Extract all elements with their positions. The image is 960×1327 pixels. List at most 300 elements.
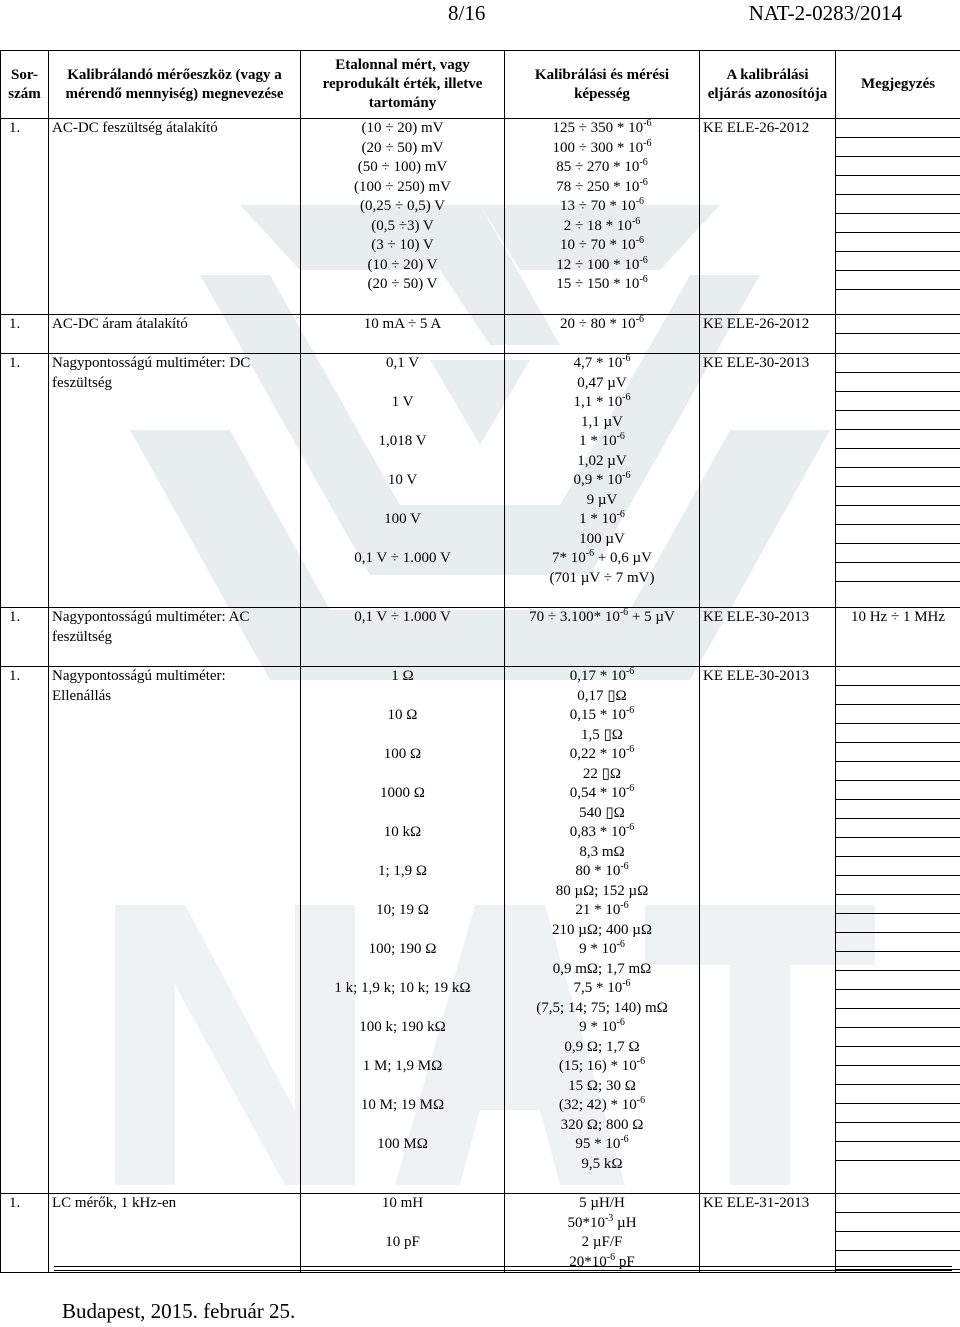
cmc-value xyxy=(508,687,696,707)
cmc-value xyxy=(508,1214,696,1234)
procedure-text: KE ELE-26-2012 xyxy=(703,315,810,332)
range-value: 10; 19 Ω xyxy=(376,902,429,918)
range-value: (0,5 ÷3) V xyxy=(371,217,434,234)
cmc-value xyxy=(508,960,696,980)
row-number xyxy=(1,1194,49,1273)
cmc-text: 7* 10 xyxy=(551,550,586,566)
cmc-value xyxy=(508,1038,696,1058)
cmc-text: 0,83 * 10 xyxy=(569,824,626,840)
procedure-id xyxy=(700,1194,836,1273)
cmc-text: 78 ÷ 250 * 10 xyxy=(556,178,640,195)
range-spacer xyxy=(304,882,501,902)
cmc-text: 1 * 10 xyxy=(579,433,617,449)
cmc-value xyxy=(508,843,696,863)
note-cell xyxy=(836,1194,960,1273)
cmc-text: 2 ÷ 18 * 10 xyxy=(563,217,632,234)
note-grid-line xyxy=(836,705,960,724)
cmc-values xyxy=(505,314,700,354)
footer-double-rule-top xyxy=(54,1266,952,1267)
section-block xyxy=(1,119,960,315)
cmc-value xyxy=(508,530,696,550)
row-number-text: 1. xyxy=(9,315,21,332)
cmc-value xyxy=(508,275,696,295)
row-number xyxy=(1,314,49,354)
procedure-id xyxy=(700,608,836,667)
cmc-text: 0,9 Ω; 1,7 Ω xyxy=(564,1038,640,1055)
cmc-values xyxy=(505,1194,700,1273)
instrument-name xyxy=(49,608,301,667)
range-value: 10 V xyxy=(387,472,418,488)
cmc-text: 85 ÷ 270 * 10 xyxy=(556,159,640,175)
note-grid-line xyxy=(836,252,960,271)
range-value: 100; 190 Ω xyxy=(368,941,437,957)
range-value: (50 ÷ 100) mV xyxy=(357,159,448,175)
section-row xyxy=(1,314,960,354)
row-number-text: 1. xyxy=(9,120,21,136)
section-block xyxy=(1,354,960,608)
cmc-value xyxy=(508,158,696,178)
instrument-name-line: LC mérők, 1 kHz-en xyxy=(52,1195,177,1211)
cmc-value xyxy=(508,471,696,491)
cmc-text: 80 µΩ; 152 µΩ xyxy=(555,882,649,899)
procedure-text: KE ELE-26-2012 xyxy=(703,120,810,136)
range-value: (10 ÷ 20) V xyxy=(367,256,438,273)
cmc-value xyxy=(508,921,696,941)
col-header-line: A kalibrálási xyxy=(726,66,809,83)
col-header-line: szám xyxy=(8,85,41,102)
section-block xyxy=(1,608,960,667)
row-number-text: 1. xyxy=(9,668,21,684)
cmc-value xyxy=(508,804,696,824)
section-row xyxy=(1,608,960,667)
range-values xyxy=(301,1194,505,1273)
instrument-name xyxy=(49,1194,301,1273)
cmc-text: 1,02 µV xyxy=(577,452,627,469)
cmc-values xyxy=(505,667,700,1194)
col-header-range xyxy=(301,51,505,119)
col-header-line: Etalonnal mért, vagy xyxy=(335,57,470,73)
cmc-exponent: -6 xyxy=(639,176,648,188)
range-value: 1 M; 1,9 MΩ xyxy=(362,1058,443,1074)
cmc-text: 1 * 10 xyxy=(579,511,617,527)
range-values xyxy=(301,354,505,608)
note-cell xyxy=(836,119,960,315)
note-grid-line xyxy=(836,895,960,914)
note-grid-line xyxy=(836,411,960,430)
cmc-value xyxy=(508,315,696,335)
range-value: 100 Ω xyxy=(383,746,422,762)
range-spacer xyxy=(304,843,501,863)
calibration-table xyxy=(0,50,960,1273)
note-grid-line xyxy=(836,1066,960,1085)
cmc-text: 22 ▯Ω xyxy=(582,765,622,782)
note-grid-line xyxy=(836,315,960,334)
cmc-exponent: -6 xyxy=(622,353,631,364)
note-cell xyxy=(836,608,960,667)
cmc-text: 15 ÷ 150 * 10 xyxy=(556,276,640,292)
note-text: 10 Hz ÷ 1 MHz xyxy=(850,609,946,625)
note-grid-line xyxy=(836,468,960,487)
cmc-value xyxy=(508,667,696,687)
range-spacer xyxy=(304,726,501,746)
table-header xyxy=(1,51,960,119)
cmc-value xyxy=(508,765,696,785)
cmc-exponent: -6 xyxy=(639,157,648,168)
header-row xyxy=(1,51,960,119)
cmc-value xyxy=(508,139,696,159)
row-number xyxy=(1,667,49,1194)
range-spacer xyxy=(304,960,501,980)
range-value: 1 V xyxy=(391,394,414,410)
note-grid-line xyxy=(836,1251,960,1270)
cmc-text: 0,9 mΩ; 1,7 mΩ xyxy=(552,960,652,977)
cmc-suffix: µH xyxy=(613,1214,637,1231)
range-value: (0,25 ÷ 0,5) V xyxy=(359,198,446,214)
range-value: 1; 1,9 Ω xyxy=(377,863,428,879)
note-grid-line xyxy=(836,667,960,686)
note-grid-line xyxy=(836,119,960,138)
col-header-line: mérendő mennyiség) megnevezése xyxy=(65,85,284,102)
page-number: 8/16 xyxy=(448,1,486,25)
range-value: 0,1 V xyxy=(385,355,420,371)
cmc-exponent: -6 xyxy=(625,705,635,716)
range-value: 10 mA ÷ 5 A xyxy=(363,315,442,332)
section-block xyxy=(1,667,960,1194)
section-row xyxy=(1,667,960,1194)
note-grid-line xyxy=(836,233,960,252)
cmc-exponent: -6 xyxy=(620,900,629,911)
range-value: (20 ÷ 50) V xyxy=(367,276,438,292)
range-spacer xyxy=(304,530,501,550)
note-grid-line xyxy=(836,952,960,971)
col-header-line: Kalibrálási és mérési xyxy=(534,66,670,83)
range-value: 10 kΩ xyxy=(383,824,422,840)
section-block xyxy=(1,314,960,354)
cmc-suffix: pF xyxy=(615,1253,635,1270)
cmc-suffix: + 0,6 µV xyxy=(594,550,653,566)
cmc-exponent: -6 xyxy=(643,137,652,149)
range-value: 1000 Ω xyxy=(380,785,425,801)
instrument-name xyxy=(49,354,301,608)
cmc-value xyxy=(508,608,696,628)
cmc-text: 70 ÷ 3.100* 10 xyxy=(529,609,620,625)
range-value: (10 ÷ 20) mV xyxy=(361,120,444,136)
note-grid-line xyxy=(836,487,960,506)
instrument-name-line: feszültség xyxy=(52,374,112,391)
cmc-text: 0,15 * 10 xyxy=(569,707,626,723)
note-grid-line xyxy=(836,1104,960,1123)
row-number xyxy=(1,608,49,667)
note-grid-line xyxy=(836,157,960,176)
instrument-name-line: Nagypontosságú multiméter: AC xyxy=(52,609,250,625)
range-spacer xyxy=(304,1038,501,1058)
cmc-value xyxy=(508,1194,696,1214)
cmc-text: 10 ÷ 70 * 10 xyxy=(559,237,636,253)
cmc-value xyxy=(508,1155,696,1175)
cmc-value xyxy=(508,1096,696,1116)
col-header-line: Megjegyzés xyxy=(860,76,936,92)
row-number xyxy=(1,119,49,315)
cmc-exponent: -6 xyxy=(616,1017,625,1028)
range-spacer xyxy=(304,452,501,472)
cmc-value xyxy=(508,510,696,530)
range-spacer xyxy=(304,1214,501,1234)
cmc-value xyxy=(508,999,696,1019)
cmc-value xyxy=(508,1135,696,1155)
cmc-exponent: -6 xyxy=(643,118,652,129)
procedure-text: KE ELE-30-2013 xyxy=(703,355,810,371)
cmc-text: 0,47 µV xyxy=(577,374,627,391)
range-value: 1,018 V xyxy=(378,433,427,449)
cmc-value xyxy=(508,413,696,433)
cmc-value xyxy=(508,491,696,511)
procedure-id xyxy=(700,314,836,354)
cmc-text: 100 ÷ 300 * 10 xyxy=(552,139,644,156)
cmc-text: 9,5 kΩ xyxy=(581,1155,623,1172)
instrument-name-line: AC-DC áram átalakító xyxy=(52,315,188,332)
instrument-name-line: Nagypontosságú multiméter: DC xyxy=(52,355,251,371)
cmc-exponent: -6 xyxy=(616,431,625,442)
note-grid-line xyxy=(836,933,960,952)
col-header-number xyxy=(1,51,49,119)
cmc-value xyxy=(508,256,696,276)
cmc-values xyxy=(505,354,700,608)
note-grid-line xyxy=(836,990,960,1009)
col-header-line: tartomány xyxy=(368,95,437,111)
cmc-suffix: + 5 µV xyxy=(628,609,675,625)
instrument-name-line: AC-DC feszültség átalakító xyxy=(52,120,218,136)
note-grid-line xyxy=(836,1009,960,1028)
note-grid-line xyxy=(836,686,960,705)
note-grid-line xyxy=(836,1085,960,1104)
cmc-values xyxy=(505,608,700,667)
note-grid-line xyxy=(836,525,960,544)
cmc-text: 1,5 ▯Ω xyxy=(581,726,623,743)
cmc-text: (15; 16) * 10 xyxy=(558,1058,637,1074)
range-spacer xyxy=(304,687,501,707)
cmc-text: 125 ÷ 350 * 10 xyxy=(552,120,644,136)
range-spacer xyxy=(304,804,501,824)
cmc-text: 0,54 * 10 xyxy=(569,785,626,801)
range-spacer xyxy=(304,569,501,589)
range-value: 0,1 V ÷ 1.000 V xyxy=(354,550,451,566)
cmc-exponent: -6 xyxy=(606,1251,616,1263)
cmc-text: (701 µV ÷ 7 mV) xyxy=(549,569,655,586)
range-spacer xyxy=(304,765,501,785)
cmc-exponent: -6 xyxy=(639,274,648,285)
document-id: NAT-2-0283/2014 xyxy=(748,1,902,25)
cmc-text: 210 µΩ; 400 µΩ xyxy=(552,921,652,938)
range-spacer xyxy=(304,491,501,511)
col-header-line: Sor- xyxy=(11,66,38,83)
cmc-value xyxy=(508,901,696,921)
col-header-cmc xyxy=(505,51,700,119)
note-grid-line xyxy=(836,271,960,290)
range-spacer xyxy=(304,1077,501,1097)
row-number-text: 1. xyxy=(9,1195,21,1211)
page-header xyxy=(0,0,960,26)
range-value: (3 ÷ 10) V xyxy=(371,237,434,253)
range-spacer xyxy=(304,921,501,941)
cmc-exponent: -6 xyxy=(636,1056,646,1067)
cmc-value xyxy=(508,549,696,569)
range-value: (100 ÷ 250) mV xyxy=(354,178,451,195)
procedure-text: KE ELE-30-2013 xyxy=(703,609,810,625)
cmc-exponent: -6 xyxy=(639,254,648,266)
col-header-line: reprodukált érték, illetve xyxy=(322,76,483,92)
note-grid-line xyxy=(836,354,960,373)
procedure-id xyxy=(700,354,836,608)
procedure-id xyxy=(700,119,836,315)
instrument-name-line: Nagypontosságú multiméter: xyxy=(52,668,226,684)
range-value: 0,1 V ÷ 1.000 V xyxy=(354,609,451,625)
cmc-value xyxy=(508,1018,696,1038)
note-grid-line xyxy=(836,819,960,838)
footer-double-rule-bottom xyxy=(54,1270,952,1271)
cmc-value xyxy=(508,178,696,198)
cmc-exponent: -6 xyxy=(616,509,625,520)
range-value: 10 M; 19 MΩ xyxy=(360,1097,445,1113)
range-value: 1 k; 1,9 k; 10 k; 19 kΩ xyxy=(334,980,471,996)
note-grid-line xyxy=(836,1123,960,1142)
section-row xyxy=(1,1194,960,1273)
note-grid-line xyxy=(836,857,960,876)
cmc-exponent: -6 xyxy=(635,235,645,246)
note-grid-line xyxy=(836,838,960,857)
cmc-value xyxy=(508,745,696,765)
note-grid-line xyxy=(836,373,960,392)
cmc-exponent: -6 xyxy=(622,470,631,481)
range-value: 100 k; 190 kΩ xyxy=(359,1019,446,1035)
procedure-text: KE ELE-31-2013 xyxy=(703,1195,810,1211)
range-values xyxy=(301,119,505,315)
note-grid-line xyxy=(836,449,960,468)
note-grid-line xyxy=(836,1047,960,1066)
range-value: 10 Ω xyxy=(387,707,418,723)
note-grid-line xyxy=(836,430,960,449)
note-grid-line xyxy=(836,914,960,933)
note-grid-line xyxy=(836,544,960,563)
note-grid-line xyxy=(836,138,960,157)
cmc-text: 9 µV xyxy=(586,491,618,508)
note-grid-line xyxy=(836,506,960,525)
note-grid-line xyxy=(836,1232,960,1251)
procedure-id xyxy=(700,667,836,1194)
cmc-text: 12 ÷ 100 * 10 xyxy=(556,256,640,273)
note-grid-line xyxy=(836,971,960,990)
cmc-exponent: -6 xyxy=(636,1095,646,1106)
note-grid-line xyxy=(836,1028,960,1047)
cmc-text: 80 * 10 xyxy=(575,863,621,879)
cmc-text: 0,17 * 10 xyxy=(569,668,626,684)
row-number xyxy=(1,354,49,608)
cmc-exponent: -6 xyxy=(625,744,635,755)
note-grid-line xyxy=(836,176,960,195)
range-spacer xyxy=(304,374,501,394)
range-value: 100 MΩ xyxy=(377,1136,428,1152)
cmc-text: (32; 42) * 10 xyxy=(558,1097,637,1113)
note-grid-line xyxy=(836,724,960,743)
cmc-text: (7,5; 14; 75; 140) mΩ xyxy=(536,999,668,1016)
cmc-exponent: -6 xyxy=(585,548,595,559)
cmc-value xyxy=(508,119,696,139)
cmc-value xyxy=(508,374,696,394)
cmc-value xyxy=(508,1116,696,1136)
cmc-value xyxy=(508,1057,696,1077)
range-value: (20 ÷ 50) mV xyxy=(361,139,444,156)
cmc-text: 9 * 10 xyxy=(579,1019,617,1035)
cmc-text: 15 Ω; 30 Ω xyxy=(568,1077,636,1094)
cmc-value xyxy=(508,217,696,237)
cmc-text: 13 ÷ 70 * 10 xyxy=(559,198,636,214)
cmc-exponent: -6 xyxy=(625,783,635,794)
cmc-value xyxy=(508,1233,696,1253)
col-header-line: képesség xyxy=(574,85,630,102)
cmc-value xyxy=(508,940,696,960)
note-grid-line xyxy=(836,214,960,233)
note-grid-line xyxy=(836,762,960,781)
instrument-name-line: feszültség xyxy=(52,628,112,645)
note-cell xyxy=(836,667,960,1194)
note-grid-line xyxy=(836,392,960,411)
cmc-value xyxy=(508,706,696,726)
cmc-text: 20*10 xyxy=(569,1253,607,1270)
cmc-value xyxy=(508,882,696,902)
note-grid-line xyxy=(836,743,960,762)
cmc-value xyxy=(508,784,696,804)
cmc-text: 540 ▯Ω xyxy=(579,804,625,821)
cmc-exponent: -6 xyxy=(625,666,635,677)
row-number-text: 1. xyxy=(9,355,21,371)
col-header-line: eljárás azonosítója xyxy=(707,85,828,102)
cmc-exponent: -6 xyxy=(635,313,645,325)
col-header-line: Kalibrálandó mérőeszköz (vagy a xyxy=(67,66,282,83)
section-block xyxy=(1,1194,960,1273)
footer-place-date: Budapest, 2015. február 25. xyxy=(62,1299,296,1323)
cmc-exponent: -6 xyxy=(625,822,635,833)
cmc-value xyxy=(508,823,696,843)
range-value: 10 pF xyxy=(385,1234,420,1250)
cmc-text: 95 * 10 xyxy=(575,1136,621,1152)
note-grid-line xyxy=(836,800,960,819)
range-spacer xyxy=(304,999,501,1019)
cmc-text: 2 µF/F xyxy=(581,1234,623,1250)
range-value: 100 V xyxy=(384,511,421,527)
note-grid-line xyxy=(836,1194,960,1213)
note-grid-line xyxy=(836,1142,960,1161)
col-header-note xyxy=(836,51,960,119)
range-spacer xyxy=(304,413,501,433)
cmc-value xyxy=(508,1077,696,1097)
cmc-text: 4,7 * 10 xyxy=(573,355,623,371)
note-cell xyxy=(836,314,960,354)
cmc-exponent: -6 xyxy=(620,1134,629,1145)
cmc-text: 0,9 * 10 xyxy=(573,472,623,488)
cmc-text: 20 ÷ 80 * 10 xyxy=(559,315,636,332)
cmc-value xyxy=(508,236,696,256)
instrument-name-line: Ellenállás xyxy=(52,687,112,704)
cmc-exponent: -6 xyxy=(622,392,631,403)
cmc-text: 21 * 10 xyxy=(575,902,621,918)
cmc-text: 1,1 µV xyxy=(581,413,623,430)
cmc-text: 1,1 * 10 xyxy=(573,394,623,410)
range-values xyxy=(301,314,505,354)
range-spacer xyxy=(304,1155,501,1175)
note-grid-line xyxy=(836,195,960,214)
cmc-text: 320 Ω; 800 Ω xyxy=(560,1116,644,1133)
note-grid-line xyxy=(836,876,960,895)
row-number-text: 1. xyxy=(9,609,21,625)
